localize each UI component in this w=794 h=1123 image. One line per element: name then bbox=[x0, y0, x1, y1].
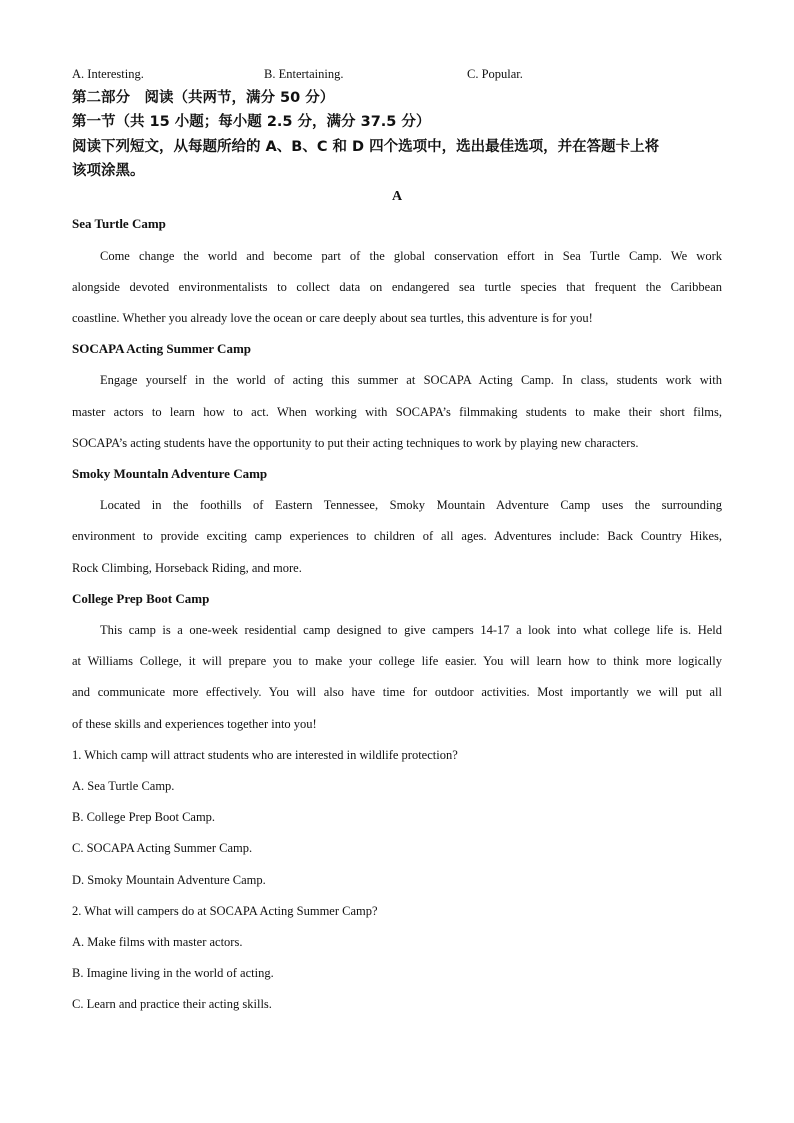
section1-title: 第一节（共 15 小题；每小题 2.5 分，满分 37.5 分） bbox=[72, 114, 431, 130]
question-1-option-a: A. Sea Turtle Camp. bbox=[72, 779, 175, 793]
camp-text-line: Located in the foothills of Eastern Tennessee, Smoky Mountain Adventure Camp uses the surrounding bbox=[100, 498, 722, 512]
question-2-option-b: B. Imagine living in the world of acting. bbox=[72, 966, 274, 980]
camp-text-line: environment to provide exciting camp experiences to children of all ages. Adventures include: Back Country Hikes, bbox=[72, 529, 722, 543]
camp-text-line: Come change the world and become part of the global conservation effort in Sea Turtle Camp. We work bbox=[100, 249, 722, 263]
question-1-option-d: D. Smoky Mountain Adventure Camp. bbox=[72, 873, 266, 887]
question-1-stem: 1. Which camp will attract students who are interested in wildlife protection? bbox=[72, 748, 458, 762]
camp-title-smoky-mountain: Smoky Mountaln Adventure Camp bbox=[72, 466, 268, 481]
camp-title-socapa: SOCAPA Acting Summer Camp bbox=[72, 341, 251, 356]
camp-text-line: coastline. Whether you already love the ocean or care deeply about sea turtles, this adventure is for you! bbox=[72, 311, 593, 325]
instructions-line-2: 该项涂黑。 bbox=[72, 163, 145, 179]
instructions-line-1: 阅读下列短文，从每题所给的 A、B、C 和 D 四个选项中，选出最佳选项，并在答题卡上将 bbox=[72, 139, 660, 155]
prev-option-b: B. Entertaining. bbox=[264, 67, 344, 81]
camp-text-line: This camp is a one-week residential camp designed to give campers 14-17 a look into what college life is. Held bbox=[100, 623, 722, 637]
question-2-option-a: A. Make films with master actors. bbox=[72, 935, 243, 949]
camp-text-line: and communicate more effectively. You will also have time for outdoor activities. Most importantly we will put all bbox=[72, 685, 722, 699]
camp-title-sea-turtle: Sea Turtle Camp bbox=[72, 216, 166, 231]
camp-text-line: Engage yourself in the world of acting this summer at SOCAPA Acting Camp. In class, students work with bbox=[100, 373, 722, 387]
camp-text-line: master actors to learn how to act. When working with SOCAPA’s filmmaking students to make their short films, bbox=[72, 405, 722, 419]
passage-label: A bbox=[391, 189, 403, 204]
camp-title-college-prep: College Prep Boot Camp bbox=[72, 591, 210, 606]
camp-text-line: alongside devoted environmentalists to collect data on endangered sea turtle species that frequent the Caribbean bbox=[72, 280, 722, 294]
prev-option-a: A. Interesting. bbox=[72, 67, 144, 81]
question-1-option-c: C. SOCAPA Acting Summer Camp. bbox=[72, 841, 253, 855]
question-1-option-b: B. College Prep Boot Camp. bbox=[72, 810, 216, 824]
camp-text-line: of these skills and experiences together into you! bbox=[72, 717, 317, 731]
camp-text-line: at Williams College, it will prepare you to make your college life easier. You will learn how to think more logically bbox=[72, 654, 722, 668]
part2-title: 第二部分 阅读（共两节，满分 50 分） bbox=[72, 90, 335, 106]
camp-text-line: SOCAPA’s acting students have the opportunity to put their acting techniques to work by playing new characters. bbox=[72, 436, 639, 450]
prev-option-c: C. Popular. bbox=[467, 67, 523, 81]
camp-text-line: Rock Climbing, Horseback Riding, and more. bbox=[72, 561, 302, 575]
question-2-option-c: C. Learn and practice their acting skills. bbox=[72, 997, 272, 1011]
question-2-stem: 2. What will campers do at SOCAPA Acting Summer Camp? bbox=[72, 904, 378, 918]
